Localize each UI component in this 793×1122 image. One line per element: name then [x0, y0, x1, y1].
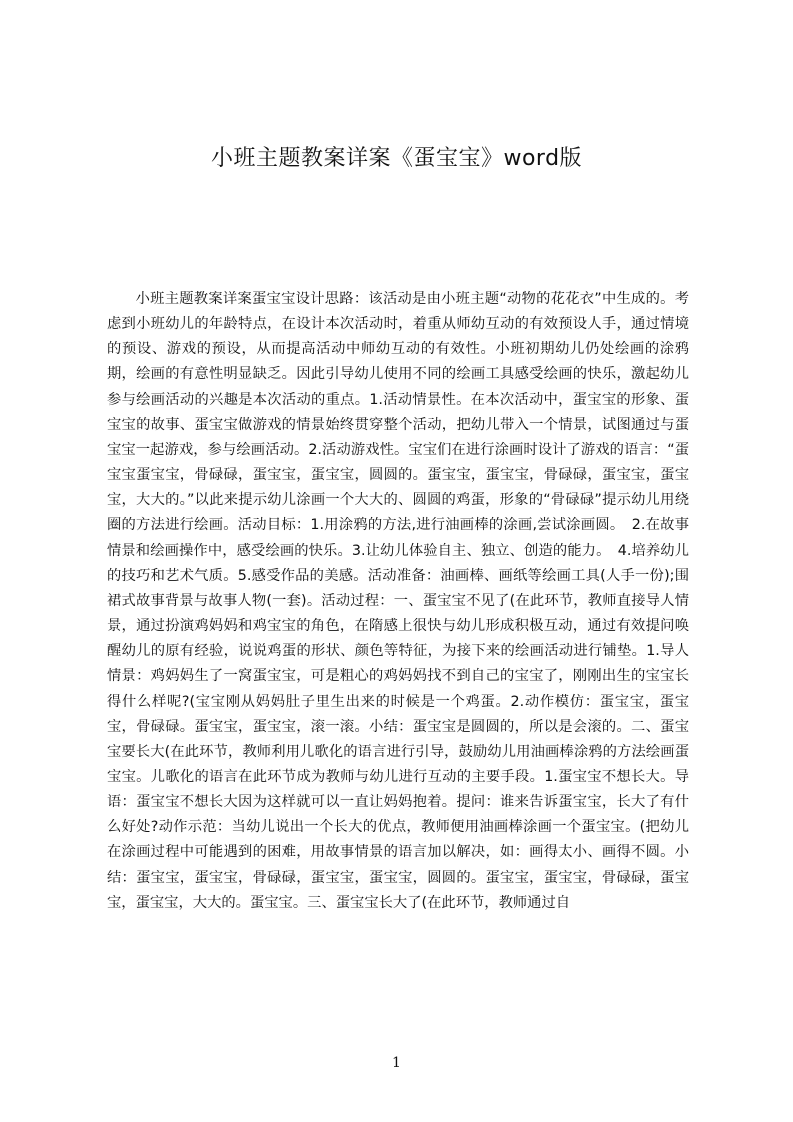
document-title: 小班主题教案详案《蛋宝宝》word版	[210, 146, 583, 171]
document-body-paragraph: 小班主题教案详案蛋宝宝设计思路：该活动是由小班主题“动物的花花衣”中生成的。考虑到小班幼儿的年龄特点，在设计本次活动时，着重从师幼互动的有效预设人手，通过情境的预设、游戏的预设，从而提高活动中师幼互动的有效性。小班初期幼儿仍处绘画的涂鸦期，绘画的有意性明显缺乏。因此引导幼儿使用不同的绘画工具感受绘画的快乐，激起幼儿参与绘画活动的兴趣是本次活动的重点。1.活动情景性。在本次活动中，蛋宝宝的形象、蛋宝宝的故事、蛋宝宝做游戏的情景始终贯穿整个活动，把幼儿带入一个情景，试图通过与蛋宝宝一起游戏，参与绘画活动。2.活动游戏性。宝宝们在进行涂画时设计了游戏的语言：“蛋宝宝蛋宝宝，骨碌碌，蛋宝宝，蛋宝宝，圆圆的。蛋宝宝，蛋宝宝，骨碌碌，蛋宝宝，蛋宝宝，大大的。”以此来提示幼儿涂画一个大大的、圆圆的鸡蛋，形象的“骨碌碌”提示幼儿用绕圈的方法进行绘画。活动目标：1.用涂鸦的方法,进行油画棒的涂画,尝试涂画圆。 2.在故事情景和绘画操作中，感受绘画的快乐。3.让幼儿体验自主、独立、创造的能力。 4.培养幼儿的技巧和艺术气质。5.感受作品的美感。活动准备：油画棒、画纸等绘画工具(人手一份);围裙式故事背景与故事人物(一套)。活动过程：一、蛋宝宝不见了(在此环节，教师直接导人情景，通过扮演鸡妈妈和鸡宝宝的角色，在隋感上很快与幼儿形成积极互动，通过有效提问唤醒幼儿的原有经验，说说鸡蛋的形状、颜色等特征，为接下来的绘画活动进行铺垫。1.导人情景：鸡妈妈生了一窝蛋宝宝，可是粗心的鸡妈妈找不到自己的宝宝了，刚刚出生的宝宝长得什么样呢?(宝宝刚从妈妈肚子里生出来的时候是一个鸡蛋。2.动作模仿：蛋宝宝，蛋宝宝，骨碌碌。蛋宝宝，蛋宝宝，滚一滚。小结：蛋宝宝是圆圆的，所以是会滚的。二、蛋宝宝要长大(在此环节，教师利用儿歌化的语言进行引导，鼓励幼儿用油画棒涂鸦的方法绘画蛋宝宝。儿歌化的语言在此环节成为教师与幼儿进行互动的主要手段。1.蛋宝宝不想长大。导语：蛋宝宝不想长大因为这样就可以一直让妈妈抱着。提问：谁来告诉蛋宝宝，长大了有什么好处?动作示范：当幼儿说出一个长大的优点，教师便用油画棒涂画一个蛋宝宝。(把幼儿在涂画过程中可能遇到的困难，用故事情景的语言加以解决，如：画得太小、画得不圆。小结：蛋宝宝，蛋宝宝，骨碌碌，蛋宝宝，蛋宝宝，圆圆的。蛋宝宝，蛋宝宝，骨碌碌，蛋宝宝，蛋宝宝，大大的。蛋宝宝。三、蛋宝宝长大了(在此环节，教师通过自	[107, 291, 689, 911]
page-number: 1	[392, 1055, 401, 1071]
